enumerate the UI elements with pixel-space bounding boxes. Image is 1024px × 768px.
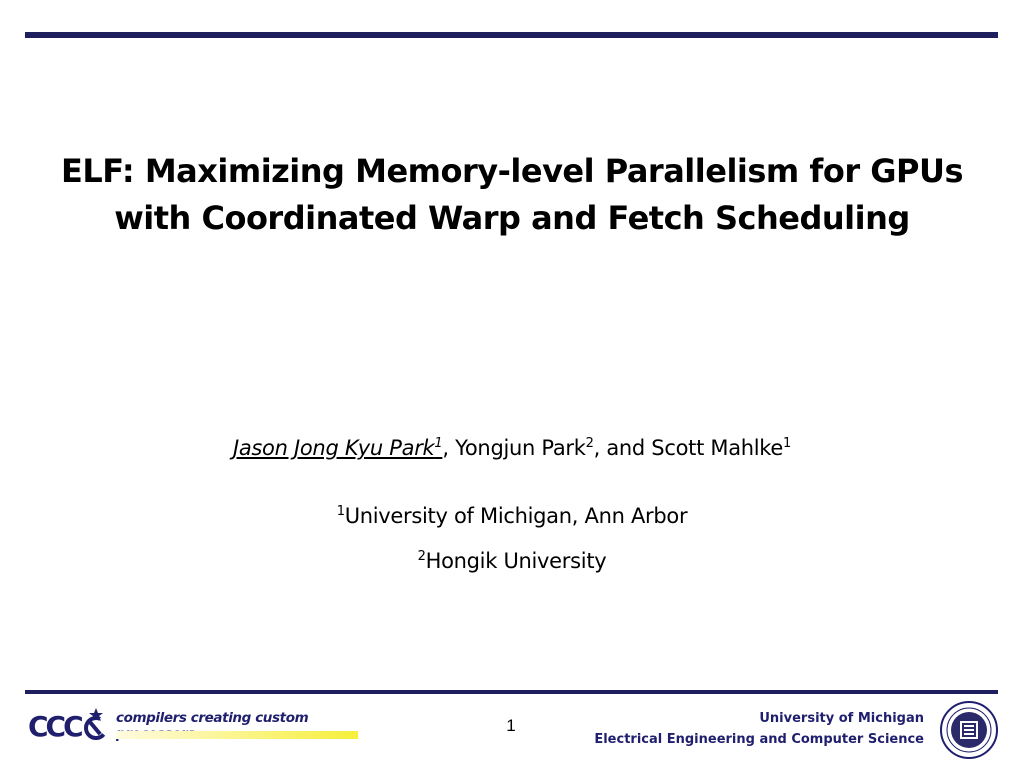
top-rule (25, 32, 998, 38)
first-author-sup: 1 (434, 436, 443, 451)
footer-institution (594, 708, 924, 750)
title-line-2: with Coordinated Warp and Fetch Scheduling (114, 199, 910, 237)
university-name: University of Michigan (759, 711, 924, 726)
title-line-1: ELF: Maximizing Memory-level Parallelism for GPUs (61, 152, 963, 190)
ccc-logo (28, 706, 363, 746)
university-seal (940, 701, 998, 759)
second-author-sup: 2 (585, 436, 594, 451)
author-sep-2: , and Scott Mahlke (593, 436, 784, 460)
author-sep-1: , Yongjun Park (442, 436, 586, 460)
ccc-tagline: compilers creating custom (116, 710, 309, 726)
affiliation-2: $^2$Hongik University (417, 549, 607, 573)
affiliation-1: $^1$University of Michigan, Ann Arbor (336, 504, 688, 528)
hammer-sickle-style-icon (82, 708, 108, 742)
department-name: Electrical Engineering and Computer Science (594, 732, 924, 747)
author-line (40, 436, 984, 460)
bottom-rule (25, 690, 998, 694)
slide-title (40, 148, 984, 242)
tagline-highlight-bar (116, 731, 358, 739)
first-author: Jason Jong Kyu Park$^1$ (232, 436, 443, 460)
ccc-logo-text: CCC (28, 710, 81, 743)
third-author-sup: 1 (783, 436, 792, 451)
page-number: 1 (506, 716, 516, 735)
